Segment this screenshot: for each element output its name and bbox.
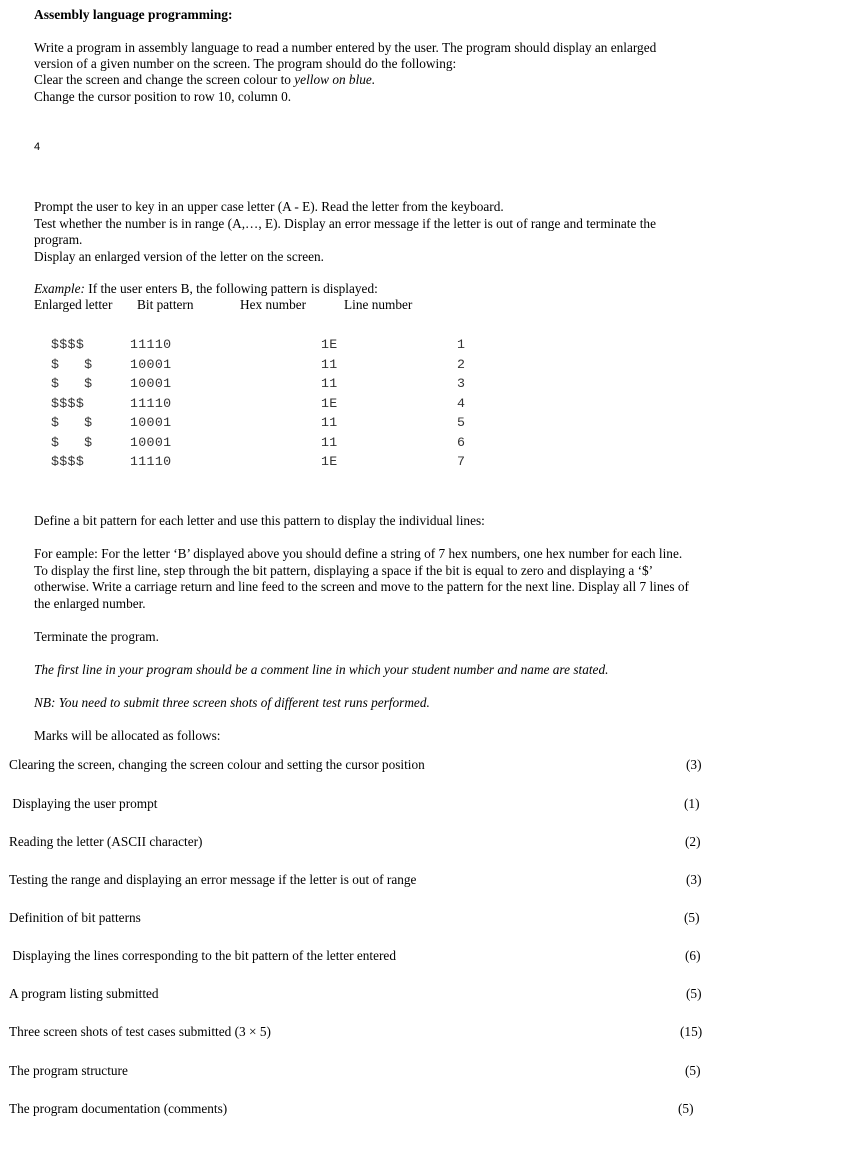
marks-value: (3): [686, 872, 702, 887]
terminate-line: Terminate the program.: [34, 629, 159, 644]
nb-note: NB: You need to submit three screen shots of different test runs performed.: [34, 695, 430, 710]
pattern-line-cell: 2: [457, 357, 466, 372]
pattern-bits-cell: 11110: [130, 454, 172, 469]
figure-number: 4: [34, 141, 41, 153]
intro-line-2: version of a given number on the screen. The program should do the following:: [34, 56, 457, 71]
header-line-number: Line number: [344, 297, 413, 312]
pattern-letter-cell: $$$$: [51, 337, 85, 352]
marks-item: Definition of bit patterns: [9, 910, 141, 925]
clear-screen-text: Clear the screen and change the screen colour to: [34, 72, 295, 87]
marks-value: (5): [678, 1101, 694, 1116]
pattern-line-cell: 5: [457, 415, 466, 430]
prompt-line-1: Prompt the user to key in an upper case letter (A - E). Read the letter from the keyboard.: [34, 199, 504, 214]
cursor-line: Change the cursor position to row 10, column 0.: [34, 89, 292, 104]
pattern-hex-cell: 1E: [321, 454, 338, 469]
pattern-letter-cell: $$$$: [51, 454, 85, 469]
prompt-line-4: Display an enlarged version of the letter on the screen.: [34, 249, 324, 264]
clear-screen-line: [34, 72, 375, 88]
colour-emphasis: yellow on blue.: [294, 72, 376, 87]
marks-item: Displaying the user prompt: [9, 796, 158, 811]
pattern-bits-cell: 10001: [130, 376, 172, 391]
marks-value: (3): [686, 757, 702, 772]
intro-line-1: Write a program in assembly language to read a number entered by the user. The program should display an enlarged: [34, 40, 657, 55]
pattern-bits-cell: 10001: [130, 415, 172, 430]
pattern-line-cell: 4: [457, 396, 466, 411]
pattern-line-cell: 1: [457, 337, 466, 352]
example-text: If the user enters B, the following pattern is displayed:: [84, 281, 378, 296]
example-para-4: the enlarged number.: [34, 596, 146, 611]
marks-item: The program documentation (comments): [9, 1101, 228, 1116]
marks-intro: Marks will be allocated as follows:: [34, 728, 221, 743]
first-line-note: The first line in your program should be a comment line in which your student number and name are stated.: [34, 662, 609, 677]
pattern-hex-cell: 11: [321, 357, 338, 372]
header-bit-pattern: Bit pattern: [137, 297, 194, 312]
marks-value: (5): [685, 1063, 701, 1078]
marks-value: (1): [684, 796, 700, 811]
pattern-line-cell: 7: [457, 454, 466, 469]
marks-item: Testing the range and displaying an error message if the letter is out of range: [9, 872, 417, 887]
pattern-hex-cell: 11: [321, 435, 338, 450]
marks-item: Three screen shots of test cases submitted (3 × 5): [9, 1024, 271, 1039]
marks-item: Reading the letter (ASCII character): [9, 834, 203, 849]
example-line: [34, 281, 378, 297]
pattern-letter-cell: $ $: [51, 435, 93, 450]
example-para-1: For eample: For the letter ‘B’ displayed above you should define a string of 7 hex numbers, one hex number for each line.: [34, 546, 683, 561]
pattern-bits-cell: 11110: [130, 396, 172, 411]
pattern-bits-cell: 11110: [130, 337, 172, 352]
marks-item: A program listing submitted: [9, 986, 159, 1001]
marks-value: (15): [680, 1024, 703, 1039]
pattern-letter-cell: $ $: [51, 357, 93, 372]
prompt-line-2: Test whether the number is in range (A,…, E). Display an error message if the letter is out of range and terminate the: [34, 216, 656, 231]
pattern-line-cell: 6: [457, 435, 466, 450]
pattern-line-cell: 3: [457, 376, 466, 391]
marks-value: (5): [686, 986, 702, 1001]
page-title: Assembly language programming:: [34, 7, 233, 22]
example-label: Example:: [34, 281, 85, 296]
marks-value: (5): [684, 910, 700, 925]
header-enlarged-letter: Enlarged letter: [34, 297, 113, 312]
header-hex-number: Hex number: [240, 297, 307, 312]
pattern-bits-cell: 10001: [130, 357, 172, 372]
marks-value: (2): [685, 834, 701, 849]
pattern-hex-cell: 11: [321, 415, 338, 430]
example-para-2: To display the first line, step through the bit pattern, displaying a space if the bit is equal to zero and displaying a ‘$’: [34, 563, 654, 578]
prompt-line-3: program.: [34, 232, 83, 247]
marks-value: (6): [685, 948, 701, 963]
pattern-hex-cell: 11: [321, 376, 338, 391]
define-line: Define a bit pattern for each letter and use this pattern to display the individual lines:: [34, 513, 485, 528]
marks-item: Clearing the screen, changing the screen colour and setting the cursor position: [9, 757, 425, 772]
pattern-letter-cell: $$$$: [51, 396, 85, 411]
marks-item: The program structure: [9, 1063, 128, 1078]
pattern-bits-cell: 10001: [130, 435, 172, 450]
pattern-letter-cell: $ $: [51, 376, 93, 391]
pattern-hex-cell: 1E: [321, 396, 338, 411]
pattern-hex-cell: 1E: [321, 337, 338, 352]
pattern-table-header: [34, 297, 454, 313]
marks-item: Displaying the lines corresponding to the bit pattern of the letter entered: [9, 948, 396, 963]
pattern-letter-cell: $ $: [51, 415, 93, 430]
example-para-3: otherwise. Write a carriage return and line feed to the screen and move to the pattern for the next line. Display all 7 lines of: [34, 579, 689, 594]
